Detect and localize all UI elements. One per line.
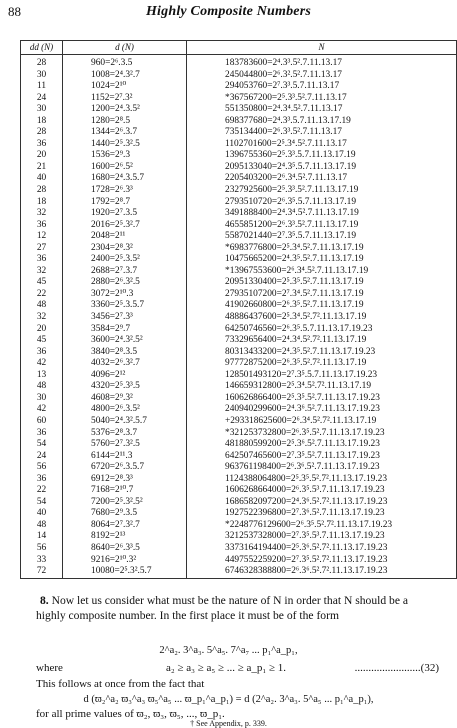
n-cell: 2793510720=2⁶.3⁵.5.7.11.13.17.19 — [187, 197, 457, 209]
dn-cell: 1680=2⁴.3.5.7 — [63, 173, 187, 185]
table-row — [21, 462, 457, 474]
dn-cell: 4608=2⁹.3² — [63, 393, 187, 405]
dn-cell: 7200=2⁵.3².5² — [63, 497, 187, 509]
n-cell: *6983776800=2⁵.3⁴.5².7.11.13.17.19 — [187, 243, 457, 255]
ddn-cell: 48 — [36, 381, 47, 392]
column-header-n: N — [187, 41, 457, 55]
table-row — [21, 566, 457, 578]
table-row — [21, 416, 457, 428]
table-row — [21, 81, 457, 93]
n-cell: 183783600=2⁴.3³.5².7.11.13.17 — [187, 55, 457, 70]
table-row — [21, 531, 457, 543]
n-cell: 160626866400=2⁵.3⁵.5².7.11.13.17.19.23 — [187, 393, 457, 405]
follows-text: This follows at once from the fact that — [36, 678, 205, 690]
table-row — [21, 197, 457, 209]
n-cell: 41902660800=2⁶.3⁵.5².7.11.13.17.19 — [187, 300, 457, 312]
ddn-cell: 11 — [36, 81, 47, 92]
table-row — [21, 173, 457, 185]
ddn-cell: 36 — [36, 427, 47, 438]
n-cell: 698377680=2⁴.3³.5.7.11.13.17.19 — [187, 116, 457, 128]
n-cell: 1686582097200=2⁴.3⁶.5².7².11.13.17.19.23 — [187, 497, 457, 509]
table-row — [21, 300, 457, 312]
n-cell: *2248776129600=2⁶.3⁵.5².7².11.13.17.19.23 — [187, 520, 457, 532]
dn-cell: 3456=2⁷.3³ — [63, 312, 187, 324]
n-cell: 2095133040=2⁴.3⁵.5.7.11.13.17.19 — [187, 162, 457, 174]
ddn-cell: 48 — [36, 519, 47, 530]
dn-cell: 1792=2⁸.7 — [63, 197, 187, 209]
n-cell: 963761198400=2⁶.3⁶.5².7.11.13.17.19.23 — [187, 462, 457, 474]
dn-cell: 960=2⁶.3.5 — [63, 55, 187, 70]
table-row — [21, 266, 457, 278]
table-row — [21, 55, 457, 70]
ddn-cell: 36 — [36, 473, 47, 484]
ddn-cell: 18 — [36, 115, 47, 126]
equation-number: ........................(32) — [354, 662, 439, 674]
table-row — [21, 393, 457, 405]
table-row — [21, 451, 457, 463]
section-text: Now let us consider what must be the nature of N in order that N should be a highly composite number. In the first place it must be of the form — [36, 594, 409, 622]
n-cell: 240940299600=2⁴.3⁶.5².7.11.13.17.19.23 — [187, 404, 457, 416]
ddn-cell: 60 — [36, 415, 47, 426]
ddn-cell: 40 — [36, 508, 47, 519]
ddn-cell: 36 — [36, 219, 47, 230]
dn-cell: 1008=2⁴.3².7 — [63, 70, 187, 82]
n-cell: 73329656400=2⁴.3⁴.5².7².11.13.17.19 — [187, 335, 457, 347]
n-cell: 4497552259200=2⁷.3⁵.5².7².11.13.17.19.23 — [187, 555, 457, 567]
n-cell: 27935107200=2⁷.3⁴.5².7.11.13.17.19 — [187, 289, 457, 301]
table-body — [21, 55, 457, 579]
table-row — [21, 358, 457, 370]
n-cell: 4655851200=2⁶.3³.5².7.11.13.17.19 — [187, 220, 457, 232]
table-row — [21, 497, 457, 509]
n-cell: 481880599200=2⁵.3⁶.5².7.11.13.17.19.23 — [187, 439, 457, 451]
ddn-cell: 28 — [36, 127, 47, 138]
table-row — [21, 220, 457, 232]
n-cell: 128501493120=2⁷.3⁵.5.7.11.13.17.19.23 — [187, 370, 457, 382]
n-cell: 294053760=2⁷.3³.5.7.11.13.17 — [187, 81, 457, 93]
dn-cell: 2688=2⁷.3.7 — [63, 266, 187, 278]
section-number: 8. — [40, 594, 49, 607]
dn-cell: 2880=2⁶.3².5 — [63, 277, 187, 289]
page-header — [8, 4, 449, 22]
ddn-cell: 36 — [36, 138, 47, 149]
ddn-cell: 30 — [36, 104, 47, 115]
dn-cell: 1920=2⁷.3.5 — [63, 208, 187, 220]
n-cell: 20951330400=2⁵.3⁵.5².7.11.13.17.19 — [187, 277, 457, 289]
ddn-cell: 40 — [36, 173, 47, 184]
table-row — [21, 555, 457, 567]
ddn-cell: 20 — [36, 323, 47, 334]
dn-cell: 3072=2¹⁰.3 — [63, 289, 187, 301]
dn-cell: 1600=2⁶.5² — [63, 162, 187, 174]
ddn-cell: 72 — [36, 566, 47, 577]
n-cell: 3491888400=2⁴.3⁴.5².7.11.13.17.19 — [187, 208, 457, 220]
dn-cell: 1728=2⁶.3³ — [63, 185, 187, 197]
ddn-cell: 21 — [36, 161, 47, 172]
ddn-cell: 22 — [36, 288, 47, 299]
dn-cell: 2016=2⁵.3².7 — [63, 220, 187, 232]
ddn-cell: 45 — [36, 277, 47, 288]
table-row — [21, 485, 457, 497]
table-row — [21, 289, 457, 301]
ddn-cell: 32 — [36, 265, 47, 276]
n-cell: 80313433200=2⁴.3⁵.5².7.11.13.17.19.23 — [187, 347, 457, 359]
ddn-cell: 56 — [36, 542, 47, 553]
table-row — [21, 543, 457, 555]
ddn-cell: 12 — [36, 231, 47, 242]
ddn-cell: 54 — [36, 439, 47, 450]
n-cell: 48886437600=2⁵.3⁴.5².7².11.13.17.19 — [187, 312, 457, 324]
dn-cell: 5376=2⁸.3.7 — [63, 428, 187, 440]
ddn-cell: 30 — [36, 69, 47, 80]
ddn-cell: 13 — [36, 369, 47, 380]
table-row — [21, 428, 457, 440]
divisor-identity-formula: d (ϖ₂^a₂ ϖ₃^a₃ ϖ₅^a₅ ... ϖ_p₁^a_p₁) = d (2^a₂. 3^a₃. 5^a₅ ... p₁^a_p₁), — [83, 694, 374, 705]
ddn-cell: 27 — [36, 242, 47, 253]
table-row — [21, 185, 457, 197]
table-row — [21, 347, 457, 359]
n-cell: 1606268664000=2⁶.3⁵.5³.7.11.13.17.19.23 — [187, 485, 457, 497]
table-row — [21, 508, 457, 520]
dn-cell: 4800=2⁶.3.5² — [63, 404, 187, 416]
dn-cell: 5040=2⁴.3².5.7 — [63, 416, 187, 428]
table-row — [21, 381, 457, 393]
ddn-cell: 54 — [36, 496, 47, 507]
ddn-cell: 36 — [36, 254, 47, 265]
n-cell: 146659312800=2⁵.3⁴.5².7².11.13.17.19 — [187, 381, 457, 393]
table-row — [21, 243, 457, 255]
n-cell: 6746328388800=2⁶.3⁶.5².7².11.13.17.19.23 — [187, 566, 457, 578]
dn-cell: 7680=2⁹.3.5 — [63, 508, 187, 520]
ddn-cell: 30 — [36, 392, 47, 403]
dn-cell: 7168=2¹⁰.7 — [63, 485, 187, 497]
n-cell: +293318625600=2⁶.3⁴.5².7².11.13.17.19 — [187, 416, 457, 428]
table-row — [21, 312, 457, 324]
table-row — [21, 277, 457, 289]
dn-cell: 9216=2¹⁰.3² — [63, 555, 187, 567]
n-cell: 5587021440=2⁷.3⁵.5.7.11.13.17.19 — [187, 231, 457, 243]
n-cell: 2327925600=2⁵.3³.5².7.11.13.17.19 — [187, 185, 457, 197]
ddn-cell: 42 — [36, 404, 47, 415]
dn-cell: 6720=2⁶.3.5.7 — [63, 462, 187, 474]
table-row — [21, 70, 457, 82]
n-cell: 551350800=2⁴.3⁴.5².7.11.13.17 — [187, 104, 457, 116]
n-cell: 1927522396800=2⁷.3⁶.5².7.11.13.17.19.23 — [187, 508, 457, 520]
dn-cell: 1536=2⁹.3 — [63, 150, 187, 162]
table-row — [21, 231, 457, 243]
ddn-cell: 22 — [36, 485, 47, 496]
dn-cell: 3600=2⁴.3².5² — [63, 335, 187, 347]
n-cell: *367567200=2⁵.3³.5².7.11.13.17 — [187, 93, 457, 105]
table-row — [21, 162, 457, 174]
dn-cell: 3360=2⁵.3.5.7 — [63, 300, 187, 312]
n-cell: 642507465600=2⁷.3⁵.5².7.11.13.17.19.23 — [187, 451, 457, 463]
table-row — [21, 93, 457, 105]
ddn-cell: 32 — [36, 208, 47, 219]
table-row — [21, 254, 457, 266]
dn-cell: 1440=2⁵.3².5 — [63, 139, 187, 151]
table-row — [21, 324, 457, 336]
n-cell: 3212537328000=2⁷.3⁵.5³.7.11.13.17.19.23 — [187, 531, 457, 543]
forall-text: for all prime values of ϖ₂, ϖ₃, ϖ₅, ..., ϖ_p₁. — [36, 708, 225, 720]
dn-cell: 3584=2⁹.7 — [63, 324, 187, 336]
table-row — [21, 150, 457, 162]
table-row — [21, 139, 457, 151]
dn-cell: 1344=2⁶.3.7 — [63, 127, 187, 139]
n-cell: 64250746560=2⁶.3⁵.5.7.11.13.17.19.23 — [187, 324, 457, 336]
dn-cell: 3840=2⁸.3.5 — [63, 347, 187, 359]
highly-composite-table — [20, 40, 457, 579]
ddn-cell: 24 — [36, 450, 47, 461]
ddn-cell: 28 — [36, 58, 47, 68]
n-cell: 1124388064800=2⁵.3⁵.5².7².11.13.17.19.23 — [187, 474, 457, 486]
ddn-cell: 56 — [36, 462, 47, 473]
dn-cell: 1024=2¹⁰ — [63, 81, 187, 93]
dn-cell: 8192=2¹³ — [63, 531, 187, 543]
n-cell: 1102701600=2⁵.3⁴.5².7.11.13.17 — [187, 139, 457, 151]
dn-cell: 2048=2¹¹ — [63, 231, 187, 243]
n-cell: *321253732800=2⁶.3⁵.5².7.11.13.17.19.23 — [187, 428, 457, 440]
ddn-cell: 18 — [36, 196, 47, 207]
table-row — [21, 116, 457, 128]
exponent-condition: a₂ ≥ a₃ ≥ a₅ ≥ ... ≥ a_p₁ ≥ 1. — [166, 662, 287, 674]
table-row — [21, 474, 457, 486]
n-cell: 735134400=2⁶.3³.5².7.11.13.17 — [187, 127, 457, 139]
table-header-row — [21, 41, 457, 55]
ddn-cell: 45 — [36, 335, 47, 346]
n-cell: *13967553600=2⁶.3⁴.5².7.11.13.17.19 — [187, 266, 457, 278]
dn-cell: 4096=2¹² — [63, 370, 187, 382]
running-title: Highly Composite Numbers — [145, 4, 312, 19]
dn-cell: 8640=2⁶.3³.5 — [63, 543, 187, 555]
dn-cell: 5760=2⁷.3².5 — [63, 439, 187, 451]
form-formula: 2^a₂. 3^a₃. 5^a₅. 7^a₇ ... p₁^a_p₁, — [159, 645, 298, 656]
n-cell: 2205403200=2⁶.3⁴.5².7.11.13.17 — [187, 173, 457, 185]
ddn-cell: 24 — [36, 92, 47, 103]
dn-cell: 6144=2¹¹.3 — [63, 451, 187, 463]
column-header-dn: d (N) — [63, 41, 187, 55]
table-row — [21, 370, 457, 382]
table-row — [21, 104, 457, 116]
footnote: † See Appendix, p. 339. — [190, 719, 267, 728]
column-header-ddn: dd (N) — [21, 41, 63, 55]
dn-cell: 4320=2⁵.3³.5 — [63, 381, 187, 393]
table-row — [21, 335, 457, 347]
ddn-cell: 48 — [36, 300, 47, 311]
table-row — [21, 208, 457, 220]
dn-cell: 8064=2⁷.3².7 — [63, 520, 187, 532]
where-label: where — [36, 662, 63, 674]
n-cell: 1396755360=2⁵.3³.5.7.11.13.17.19 — [187, 150, 457, 162]
table-row — [21, 127, 457, 139]
dn-cell: 4032=2⁶.3².7 — [63, 358, 187, 370]
dn-cell: 2400=2⁵.3.5² — [63, 254, 187, 266]
table-row — [21, 520, 457, 532]
n-cell: 10475665200=2⁴.3⁵.5².7.11.13.17.19 — [187, 254, 457, 266]
n-cell: 3373164194400=2⁵.3⁶.5².7².11.13.17.19.23 — [187, 543, 457, 555]
dn-cell: 2304=2⁸.3² — [63, 243, 187, 255]
dn-cell: 1200=2⁴.3.5² — [63, 104, 187, 116]
dn-cell: 6912=2⁸.3³ — [63, 474, 187, 486]
table-row — [21, 404, 457, 416]
ddn-cell: 36 — [36, 346, 47, 357]
ddn-cell: 14 — [36, 531, 47, 542]
ddn-cell: 20 — [36, 150, 47, 161]
dn-cell: 1280=2⁸.5 — [63, 116, 187, 128]
page-number: 88 — [8, 4, 21, 19]
dn-cell: 10080=2⁵.3².5.7 — [63, 566, 187, 578]
ddn-cell: 28 — [36, 185, 47, 196]
ddn-cell: 42 — [36, 358, 47, 369]
n-cell: 97772875200=2⁶.3⁵.5².7².11.13.17.19 — [187, 358, 457, 370]
ddn-cell: 33 — [36, 554, 47, 565]
ddn-cell: 32 — [36, 312, 47, 323]
section-8-paragraph — [36, 593, 439, 623]
dn-cell: 1152=2⁷.3² — [63, 93, 187, 105]
table-row — [21, 439, 457, 451]
n-cell: 245044800=2⁶.3².5².7.11.13.17 — [187, 70, 457, 82]
